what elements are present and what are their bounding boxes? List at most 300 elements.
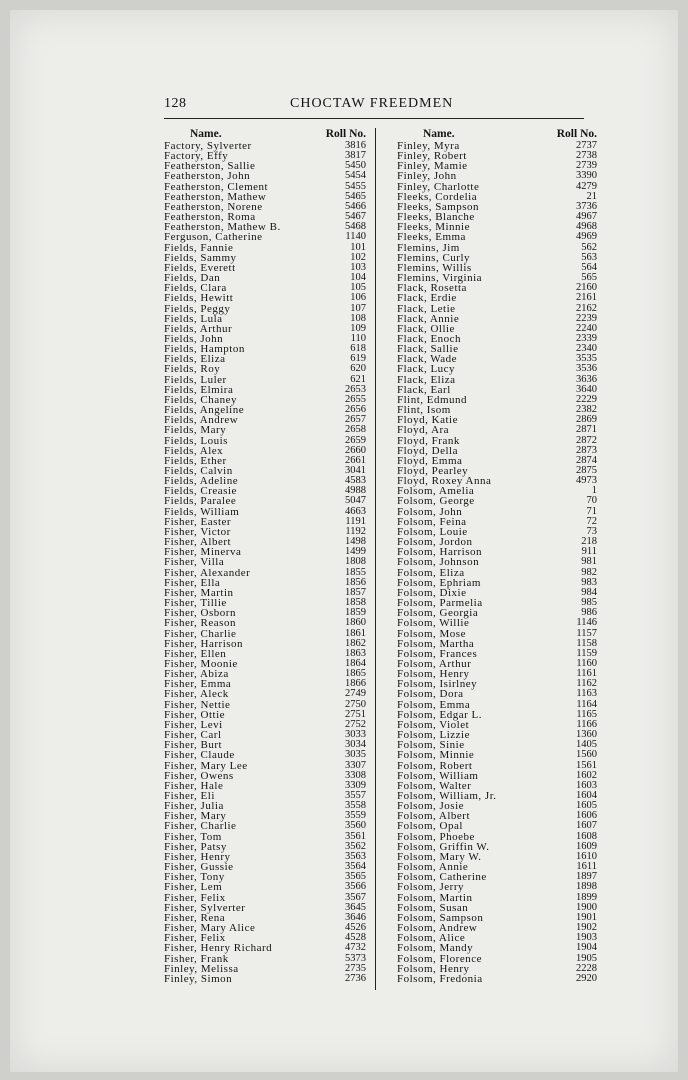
freedman-name: Fields, Roy [164, 363, 221, 376]
roll-number: 2869 [576, 414, 597, 426]
freedman-name: Folsom, Arthur [397, 657, 472, 670]
freedman-name: Folsom, Mary W. [397, 850, 482, 863]
roll-number: 103 [350, 261, 366, 273]
freedman-name: Fisher, Mary Alice [164, 922, 256, 935]
freedman-name: Fisher, Patsy [164, 840, 227, 853]
roll-number: 984 [581, 586, 597, 598]
roll-number: 4732 [345, 942, 366, 954]
roll-number: 1608 [576, 830, 597, 842]
freedman-name: Fleeks, Minnie [397, 221, 470, 234]
roll-number: 2871 [576, 424, 597, 436]
freedman-name: Fisher, Felix [164, 932, 226, 945]
roll-number: 1900 [576, 901, 597, 913]
roll-number: 4968 [576, 221, 597, 233]
roll-number: 2873 [576, 444, 597, 456]
roll-number: 5468 [345, 221, 366, 233]
roll-number: 5047 [345, 495, 366, 507]
roll-number: 4988 [345, 485, 366, 497]
freedman-name: Fields, Dan [164, 272, 221, 285]
roll-number: 5455 [345, 180, 366, 192]
list-item [164, 425, 366, 435]
roll-number: 2739 [576, 160, 597, 172]
roll-number: 3309 [345, 779, 366, 791]
roll-number: 2661 [345, 454, 366, 466]
freedman-name: Featherston, Norene [164, 200, 263, 213]
roll-number: 1610 [576, 850, 597, 862]
roll-number: 2660 [345, 444, 366, 456]
freedman-name: Flack, Letie [397, 302, 456, 315]
roll-number: 1605 [576, 800, 597, 812]
freedman-name: Flack, Annie [397, 312, 460, 325]
freedman-name: Fields, Andrew [164, 414, 239, 427]
roll-number: 1905 [576, 952, 597, 964]
freedman-name: Flack, Ollie [397, 322, 455, 335]
freedman-name: Floyd, Emma [397, 454, 463, 467]
freedman-name: Folsom, Annie [397, 861, 469, 874]
roll-number: 4279 [576, 180, 597, 192]
freedman-name: Fisher, Charlie [164, 627, 237, 640]
freedman-name: Folsom, Harrison [397, 546, 482, 559]
roll-number: 109 [350, 322, 366, 334]
roll-number: 1165 [576, 708, 597, 720]
freedman-name: Folsom, Lizzie [397, 729, 470, 742]
freedman-name: Fisher, Lem [164, 881, 223, 894]
roll-number: 70 [586, 495, 597, 507]
roll-number: 982 [581, 566, 597, 578]
freedman-name: Folsom, George [397, 495, 475, 508]
freedman-name: Flemins, Curly [397, 251, 471, 264]
right-column [397, 130, 597, 984]
roll-number: 107 [350, 302, 366, 314]
freedman-name: Fisher, Abiza [164, 668, 229, 681]
roll-number: 3035 [345, 749, 366, 761]
roll-number: 1861 [345, 627, 366, 639]
roll-number: 1609 [576, 840, 597, 852]
freedman-name: Fields, Creasie [164, 485, 237, 498]
freedman-name: Fisher, Harrison [164, 637, 244, 650]
freedman-name: Fields, Mary [164, 424, 227, 437]
roll-number: 1158 [576, 637, 597, 649]
list-item [397, 974, 597, 984]
freedman-name: Fields, Fannie [164, 241, 234, 254]
freedman-name: Fisher, Eli [164, 790, 215, 802]
freedman-name: Folsom, Emma [397, 698, 471, 711]
roll-number: 73 [586, 525, 597, 537]
left-column [164, 130, 366, 984]
freedman-name: Folsom, Sampson [397, 911, 484, 924]
list-item [397, 425, 597, 435]
freedman-name: Folsom, Catherine [397, 871, 487, 884]
freedman-name: Fields, Clara [164, 282, 227, 295]
roll-number: 1859 [345, 607, 366, 619]
freedman-name: Floyd, Pearley [397, 465, 469, 477]
roll-number: 1901 [576, 911, 597, 923]
roll-number: 5454 [345, 170, 366, 182]
freedman-name: Folsom, Amelia [397, 485, 475, 498]
freedman-name: Featherston, Mathew B. [164, 221, 281, 234]
freedman-name: Fields, Sammy [164, 251, 237, 264]
roll-number: 71 [586, 505, 597, 517]
roll-number: 2655 [345, 393, 366, 405]
freedman-name: Fisher, Ella [164, 576, 221, 589]
freedman-name: Fields, Hewitt [164, 292, 234, 305]
freedman-name: Fisher, Aleck [164, 688, 229, 701]
roll-number: 2228 [576, 962, 597, 974]
freedman-name: Folsom, Jordon [397, 536, 473, 549]
freedman-name: Folsom, Opal [397, 820, 463, 833]
roll-number: 1405 [576, 739, 597, 751]
name-header: Name. [423, 128, 455, 140]
roll-number: 102 [350, 251, 366, 263]
roll-number: 3566 [345, 881, 366, 893]
roll-number: 1903 [576, 932, 597, 944]
list-item [397, 943, 597, 953]
roll-number: 1904 [576, 942, 597, 954]
freedman-name: Folsom, Martin [397, 891, 473, 904]
freedman-name: Folsom, Frances [397, 647, 478, 660]
freedman-name: Fisher, Owens [164, 769, 234, 782]
roll-number: 3645 [345, 901, 366, 913]
roll-number: 1808 [345, 556, 366, 568]
freedman-name: Finley, Simon [164, 972, 233, 985]
roll-number: 3559 [345, 810, 366, 822]
roll-number: 4973 [576, 475, 597, 487]
page-number: 128 [164, 96, 187, 111]
freedman-name: Folsom, Walter [397, 779, 472, 792]
roll-number: 2339 [576, 332, 597, 344]
freedman-name: Fisher, Tony [164, 871, 225, 884]
freedman-name: Floyd, Katie [397, 414, 458, 427]
roll-number: 1560 [576, 749, 597, 761]
roll-number: 1897 [576, 871, 597, 883]
freedman-name: Fleeks, Blanche [397, 211, 475, 224]
roll-number: 2656 [345, 404, 366, 416]
freedman-name: Folsom, Sinie [397, 739, 465, 752]
freedman-name: Folsom, Henry [397, 668, 470, 681]
freedman-name: Flack, Wade [397, 353, 458, 366]
freedman-name: Fields, William [164, 505, 240, 518]
freedman-name: Folsom, Andrew [397, 922, 478, 935]
freedman-name: Folsom, Eliza [397, 566, 465, 579]
freedman-name: Folsom, Albert [397, 810, 471, 823]
roll-number: 1865 [345, 668, 366, 680]
freedman-name: Fields, Calvin [164, 465, 233, 477]
freedman-name: Finley, Robert [397, 150, 467, 163]
roll-number: 1360 [576, 729, 597, 741]
roll-number: 1864 [345, 657, 366, 669]
freedman-name: Fields, Paralee [164, 495, 237, 508]
freedman-name: Flack, Lucy [397, 363, 456, 376]
list-item [397, 750, 597, 760]
freedman-name: Fisher, Alexander [164, 566, 251, 579]
roll-number: 104 [350, 272, 366, 284]
freedman-name: Flack, Erdie [397, 292, 457, 305]
roll-number: 2657 [345, 414, 366, 426]
roll-number: 1162 [576, 678, 597, 690]
roll-number: 2240 [576, 322, 597, 334]
freedman-name: Fisher, Julia [164, 800, 224, 813]
freedman-name: Fisher, Villa [164, 556, 225, 569]
roll-number: 1607 [576, 820, 597, 832]
freedman-name: Fisher, Felix [164, 891, 226, 904]
freedman-name: Folsom, Florence [397, 952, 482, 965]
roll-number: 1140 [345, 231, 366, 243]
roll-number: 911 [581, 546, 597, 558]
freedman-name: Flack, Sallie [397, 343, 459, 356]
name-header: Name. [190, 128, 222, 140]
freedman-name: Flemins, Jim [397, 241, 460, 254]
freedman-name: Flint, Edmund [397, 393, 468, 406]
freedman-name: Featherston, Roma [164, 211, 256, 224]
freedman-name: Fields, Hampton [164, 343, 245, 356]
roll-number: 5465 [345, 190, 366, 202]
roll-number: 2750 [345, 698, 366, 710]
freedman-name: Factory, Effy [164, 150, 229, 163]
freedman-name: Folsom, Dixie [397, 586, 467, 599]
page-title: CHOCTAW FREEDMEN [290, 96, 454, 111]
list-item [397, 293, 597, 303]
freedman-name: Floyd, Ara [397, 424, 450, 437]
list-item [164, 618, 366, 628]
roll-number: 1857 [345, 586, 366, 598]
freedman-name: Fisher, Henry Richard [164, 942, 273, 955]
freedman-name: Fisher, Victor [164, 525, 231, 538]
right-column-rows [397, 141, 597, 984]
freedman-name: Factory, Sylverter [164, 140, 252, 152]
freedman-name: Fisher, Rena [164, 911, 226, 924]
header-rule [164, 118, 584, 119]
freedman-name: Finley, Myra [397, 140, 460, 152]
freedman-name: Folsom, Griffin W. [397, 840, 490, 853]
freedman-name: Fields, Ether [164, 454, 227, 467]
roll-header: Roll No. [556, 128, 597, 140]
freedman-name: Fleeks, Cordelia [397, 190, 478, 203]
freedman-name: Fisher, Carl [164, 729, 222, 742]
roll-number: 2658 [345, 424, 366, 436]
freedman-name: Folsom, William, Jr. [397, 790, 497, 802]
freedman-name: Fisher, Gussie [164, 861, 234, 874]
freedman-name: Fields, Arthur [164, 322, 233, 335]
roll-number: 2160 [576, 282, 597, 294]
freedman-name: Fisher, Minerva [164, 546, 242, 559]
column-header [164, 130, 366, 141]
roll-number: 1856 [345, 576, 366, 588]
roll-number: 983 [581, 576, 597, 588]
roll-number: 5373 [345, 952, 366, 964]
freedman-name: Fisher, Easter [164, 515, 232, 528]
freedman-name: Finley, John [397, 170, 457, 183]
roll-number: 1863 [345, 647, 366, 659]
roll-number: 2653 [345, 383, 366, 395]
freedman-name: Folsom, William [397, 769, 479, 782]
column-divider [375, 128, 376, 990]
roll-number: 562 [581, 241, 597, 253]
freedman-name: Fisher, Martin [164, 586, 234, 599]
freedman-name: Folsom, Isirlney [397, 678, 478, 691]
roll-number: 2875 [576, 465, 597, 476]
freedman-name: Folsom, Jerry [397, 881, 464, 894]
freedman-name: Fisher, Claude [164, 749, 235, 762]
roll-number: 3640 [576, 383, 597, 395]
freedman-name: Fields, Louis [164, 434, 228, 447]
freedman-name: Fleeks, Emma [397, 231, 466, 244]
roll-number: 1160 [576, 657, 597, 669]
roll-number: 2162 [576, 302, 597, 314]
roll-number: 1192 [345, 525, 366, 537]
roll-number: 2751 [345, 708, 366, 720]
freedman-name: Folsom, Phoebe [397, 830, 475, 843]
roll-number: 3041 [345, 465, 366, 476]
roll-number: 2738 [576, 150, 597, 162]
roll-number: 3033 [345, 729, 366, 741]
freedman-name: Fisher, Emma [164, 678, 232, 691]
freedman-name: Folsom, Martha [397, 637, 475, 650]
freedman-name: Fisher, Burt [164, 739, 223, 752]
freedman-name: Flemins, Willis [397, 261, 472, 274]
roll-number: 2161 [576, 292, 597, 304]
roll-number: 565 [581, 272, 597, 284]
freedman-name: Fields, Angeline [164, 404, 245, 417]
roll-number: 3817 [345, 150, 366, 162]
roll-number: 1866 [345, 678, 366, 690]
roll-number: 1898 [576, 881, 597, 893]
roll-number: 620 [350, 363, 366, 375]
freedman-name: Folsom, Ephriam [397, 576, 481, 589]
roll-number: 1161 [576, 668, 597, 680]
roll-number: 1611 [576, 861, 597, 873]
roll-number: 618 [350, 343, 366, 355]
roll-number: 3636 [576, 373, 597, 385]
roll-number: 1166 [576, 718, 597, 730]
freedman-name: Featherston, Sallie [164, 160, 256, 173]
freedman-name: Fields, John [164, 332, 224, 345]
freedman-name: Flack, Rosetta [397, 282, 467, 295]
freedman-name: Folsom, Edgar L. [397, 708, 482, 721]
freedman-name: Folsom, Henry [397, 962, 470, 975]
freedman-name: Folsom, Robert [397, 759, 473, 772]
roll-number: 2874 [576, 454, 597, 466]
freedman-name: Flemins, Virginia [397, 272, 483, 285]
freedman-name: Fields, Luler [164, 373, 227, 386]
freedman-name: Fields, Eliza [164, 353, 226, 366]
list-item [164, 974, 366, 984]
roll-number: 1 [591, 485, 597, 497]
roll-number: 218 [581, 536, 597, 548]
roll-number: 1860 [345, 617, 366, 629]
freedman-name: Folsom, Louie [397, 525, 468, 538]
roll-number: 1899 [576, 891, 597, 903]
roll-number: 1159 [576, 647, 597, 659]
freedman-name: Fields, Lula [164, 312, 223, 325]
list-item [164, 750, 366, 760]
freedman-name: Floyd, Della [397, 444, 458, 457]
roll-number: 5467 [345, 211, 366, 223]
roll-number: 3565 [345, 871, 366, 883]
roll-number: 3034 [345, 739, 366, 751]
roll-number: 3563 [345, 850, 366, 862]
left-column-rows [164, 141, 366, 984]
freedman-name: Fleeks, Sampson [397, 200, 480, 213]
roll-number: 3562 [345, 840, 366, 852]
freedman-name: Fields, Adeline [164, 475, 239, 488]
roll-number: 2749 [345, 688, 366, 700]
freedman-name: Fisher, Moonie [164, 657, 238, 670]
freedman-name: Fisher, Ottie [164, 708, 226, 721]
freedman-name: Finley, Mamie [397, 160, 468, 173]
roll-number: 2735 [345, 962, 366, 974]
roll-number: 1499 [345, 546, 366, 558]
freedman-name: Folsom, Johnson [397, 556, 480, 569]
roll-number: 5466 [345, 200, 366, 212]
column-header [397, 130, 597, 141]
roll-number: 3560 [345, 820, 366, 832]
roll-number: 3564 [345, 861, 366, 873]
freedman-name: Featherston, Clement [164, 180, 269, 193]
freedman-name: Fisher, Henry [164, 850, 231, 863]
freedman-name: Floyd, Frank [397, 434, 460, 447]
freedman-name: Fisher, Tillie [164, 597, 227, 610]
roll-number: 4528 [345, 932, 366, 944]
freedman-name: Flack, Earl [397, 383, 451, 396]
freedman-name: Folsom, Willie [397, 617, 470, 630]
roll-number: 981 [581, 556, 597, 568]
freedman-name: Folsom, Feina [397, 515, 467, 528]
roll-number: 4969 [576, 231, 597, 243]
freedman-name: Folsom, Josie [397, 800, 465, 813]
roll-number: 2382 [576, 404, 597, 416]
roll-number: 3736 [576, 200, 597, 212]
freedman-name: Fisher, Levi [164, 718, 223, 731]
freedman-name: Fields, Peggy [164, 302, 231, 315]
freedman-name: Folsom, Dora [397, 688, 464, 701]
freedman-name: Fields, Elmira [164, 383, 234, 396]
roll-number: 3816 [345, 140, 366, 151]
roll-number: 1604 [576, 790, 597, 801]
freedman-name: Floyd, Roxey Anna [397, 475, 492, 488]
roll-number: 2229 [576, 393, 597, 405]
freedman-name: Fields, Everett [164, 261, 236, 274]
roll-header: Roll No. [325, 128, 366, 140]
roll-number: 2752 [345, 718, 366, 730]
roll-number: 985 [581, 597, 597, 609]
freedman-name: Fields, Chaney [164, 393, 237, 406]
freedman-name: Featherston, Mathew [164, 190, 267, 203]
list-item [164, 293, 366, 303]
freedman-name: Finley, Melissa [164, 962, 239, 975]
freedman-name: Fisher, Sylverter [164, 901, 246, 914]
roll-number: 3307 [345, 759, 366, 771]
freedman-name: Folsom, Minnie [397, 749, 475, 762]
freedman-name: Fisher, Ellen [164, 647, 227, 660]
roll-number: 105 [350, 282, 366, 294]
roll-number: 1498 [345, 536, 366, 548]
freedman-name: Flint, Isom [397, 404, 451, 417]
roll-number: 2737 [576, 140, 597, 151]
document-page [10, 10, 678, 1072]
freedman-name: Folsom, Mandy [397, 942, 474, 955]
freedman-name: Fisher, Mary [164, 810, 227, 823]
roll-number: 4583 [345, 475, 366, 487]
freedman-name: Folsom, Mose [397, 627, 466, 640]
freedman-name: Folsom, Violet [397, 718, 470, 731]
freedman-name: Fisher, Frank [164, 952, 229, 965]
roll-number: 3561 [345, 830, 366, 842]
roll-number: 1858 [345, 597, 366, 609]
roll-number: 564 [581, 261, 597, 273]
roll-number: 2736 [345, 972, 366, 984]
roll-number: 1163 [576, 688, 597, 700]
freedman-name: Featherston, John [164, 170, 251, 183]
